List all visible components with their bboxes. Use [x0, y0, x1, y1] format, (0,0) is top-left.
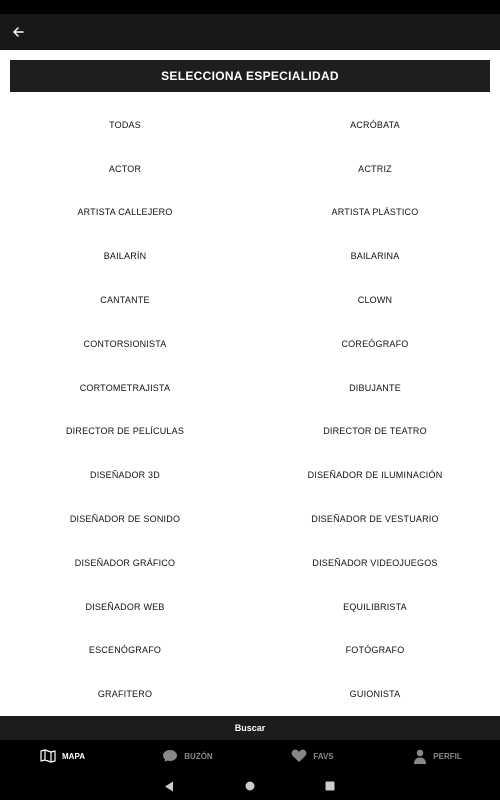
system-back-button[interactable] [161, 778, 177, 794]
option-row [0, 672, 500, 716]
specialty-option[interactable]: DIRECTOR DE TEATRO [323, 426, 427, 437]
specialty-options-list [0, 103, 500, 716]
specialty-option[interactable]: ARTISTA PLÁSTICO [331, 207, 419, 218]
option-row [0, 410, 500, 454]
triangle-back-icon [164, 781, 174, 792]
arrow-left-icon [12, 26, 24, 38]
nav-label-buzon: BUZÓN [184, 751, 213, 761]
specialty-option[interactable]: COREÓGRAFO [341, 338, 409, 349]
map-icon [40, 749, 56, 763]
specialty-option[interactable]: DISEÑADOR 3D [90, 470, 160, 481]
specialty-option[interactable]: BAILARINA [350, 251, 400, 262]
circle-home-icon [245, 781, 255, 791]
system-navigation-bar [0, 772, 500, 800]
specialty-option[interactable]: DIRECTOR DE PELÍCULAS [65, 426, 185, 437]
specialty-option[interactable]: EQUILIBRISTA [343, 601, 407, 612]
specialty-option[interactable]: DISEÑADOR DE ILUMINACIÓN [307, 470, 443, 481]
specialty-option[interactable]: ESCENÓGRAFO [88, 645, 162, 656]
system-home-button[interactable] [242, 778, 258, 794]
bottom-navigation [0, 740, 500, 772]
section-title: SELECCIONA ESPECIALIDAD [161, 69, 339, 83]
option-row [0, 322, 500, 366]
option-row [0, 366, 500, 410]
section-header [10, 60, 490, 92]
nav-item-buzon[interactable] [125, 740, 250, 772]
back-button[interactable] [4, 18, 32, 46]
specialty-option[interactable]: ACRÓBATA [350, 119, 400, 130]
specialty-option[interactable]: DISEÑADOR DE VESTUARIO [311, 514, 439, 525]
nav-label-favs: FAVS [313, 751, 334, 761]
chat-bubble-icon [162, 749, 178, 763]
specialty-option[interactable]: CORTOMETRAJISTA [79, 382, 171, 393]
option-row [0, 103, 500, 147]
specialty-option[interactable]: FOTÓGRAFO [345, 645, 405, 656]
specialty-option[interactable]: DISEÑADOR DE SONIDO [69, 514, 181, 525]
search-label: Buscar [234, 723, 266, 733]
system-recents-button[interactable] [322, 778, 338, 794]
specialty-option[interactable]: ACTRIZ [358, 163, 392, 174]
nav-label-mapa: MAPA [62, 751, 85, 761]
option-row [0, 585, 500, 629]
specialty-option[interactable]: ACTOR [108, 163, 142, 174]
option-row [0, 541, 500, 585]
nav-item-perfil[interactable] [375, 740, 500, 772]
option-row [0, 234, 500, 278]
specialty-option[interactable]: TODAS [109, 119, 141, 130]
specialty-option[interactable]: DISEÑADOR VIDEOJUEGOS [312, 557, 438, 568]
specialty-option[interactable]: DISEÑADOR WEB [85, 601, 165, 612]
specialty-option[interactable]: CANTANTE [100, 295, 150, 306]
search-button[interactable] [0, 716, 500, 740]
option-row [0, 191, 500, 235]
heart-icon [291, 749, 307, 763]
nav-item-mapa[interactable] [0, 740, 125, 772]
option-row [0, 278, 500, 322]
nav-item-favs[interactable] [250, 740, 375, 772]
specialty-option[interactable]: GRAFITERO [97, 689, 153, 700]
status-bar [0, 0, 500, 14]
option-row [0, 629, 500, 673]
nav-label-perfil: PERFIL [433, 751, 462, 761]
specialty-option[interactable]: GUIONISTA [349, 689, 401, 700]
option-row [0, 497, 500, 541]
option-row [0, 147, 500, 191]
app-bar [0, 14, 500, 50]
specialty-option[interactable]: BAILARÍN [103, 251, 147, 262]
specialty-option[interactable]: CONTORSIONISTA [83, 338, 167, 349]
specialty-option[interactable]: DISEÑADOR GRÁFICO [74, 557, 176, 568]
square-recents-icon [325, 781, 335, 791]
specialty-option[interactable]: CLOWN [357, 295, 393, 306]
specialty-option[interactable]: DIBUJANTE [349, 382, 401, 393]
specialty-option[interactable]: ARTISTA CALLEJERO [77, 207, 173, 218]
option-row [0, 453, 500, 497]
person-icon [413, 749, 427, 764]
